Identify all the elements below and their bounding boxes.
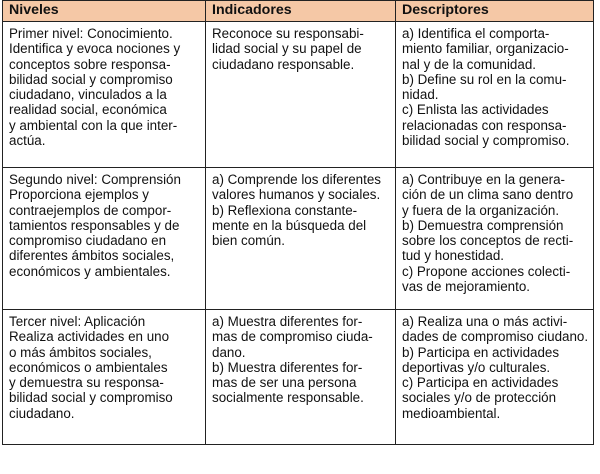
descriptores-cell	[396, 310, 594, 445]
cell-line: b) Demuestra comprensión	[402, 217, 564, 233]
cell-line: y demuestra su responsa-	[9, 375, 164, 391]
cell-line: a) Comprende los diferentes	[212, 172, 381, 187]
table-row	[3, 168, 594, 310]
cell-line: medioambiental.	[402, 405, 501, 421]
cell-line: a) Contribuye en la genera-	[402, 172, 566, 187]
cell-line: mente en la búsqueda del	[212, 217, 367, 233]
cell-line: y fuera de la organización.	[402, 202, 560, 218]
cell-line: sociales y/o de protección	[402, 390, 557, 406]
nivel-cell	[3, 168, 206, 310]
cell-line: tamientos responsables y de	[9, 217, 180, 233]
indicadores-cell	[206, 168, 396, 310]
cell-line: bien común.	[212, 233, 285, 249]
cell-line: económicos y ambientales.	[9, 263, 171, 279]
header-descriptores: Descriptores	[396, 1, 594, 22]
indicadores-cell	[206, 310, 396, 445]
cell-line: miento familiar, organizacio-	[402, 41, 569, 57]
cell-line: tud y honestidad.	[402, 248, 504, 264]
cell-line: b) Reflexiona constante-	[212, 202, 358, 218]
cell-line: a) Identifica el comporta-	[402, 26, 550, 41]
cell-line: conceptos sobre responsa-	[9, 56, 171, 72]
cell-line: lidad social y su papel de	[212, 41, 362, 57]
cell-line: dano.	[212, 344, 246, 360]
cell-line: dades de compromiso ciudano.	[402, 329, 589, 345]
cell-line: contraejemplos de compor-	[9, 202, 172, 218]
cell-line: realidad social, económica	[9, 102, 167, 118]
cell-line: relacionadas con responsa-	[402, 117, 567, 133]
descriptores-cell	[396, 22, 594, 168]
header-row	[3, 1, 594, 22]
cell-line: bilidad social y compromiso	[9, 390, 173, 406]
cell-line: Identifica y evoca nociones y	[9, 41, 181, 57]
cell-line: sobre los conceptos de recti-	[402, 233, 574, 249]
cell-line: ciudadano responsable.	[212, 56, 355, 72]
cell-line: Tercer nivel: Aplicación	[9, 314, 146, 329]
cell-line: compromiso ciudadano en	[9, 233, 167, 249]
header-indicadores: Indicadores	[206, 1, 396, 22]
header-niveles: Niveles	[3, 1, 206, 22]
cell-line: mas de ser una persona	[212, 375, 357, 391]
cell-line: b) Define su rol en la comu-	[402, 71, 567, 87]
cell-line: Realiza actividades en uno	[9, 329, 170, 345]
cell-line: ción de un clima sano dentro	[402, 187, 574, 203]
cell-line: Proporciona ejemplos y	[9, 187, 149, 203]
cell-line: c) Participa en actividades	[402, 375, 559, 391]
cell-line: deportivas y/o culturales.	[402, 359, 551, 375]
cell-line: o más ámbitos sociales,	[9, 344, 152, 360]
cell-line: Segundo nivel: Comprensión	[9, 172, 181, 187]
cell-line: nidad.	[402, 87, 439, 103]
cell-line: c) Enlista las actividades	[402, 102, 549, 118]
cell-line: b) Participa en actividades	[402, 344, 560, 360]
cell-line: socialmente responsable.	[212, 390, 364, 406]
cell-line: ciudadano.	[9, 405, 75, 421]
cell-line: c) Propone acciones colecti-	[402, 263, 571, 279]
table-row	[3, 310, 594, 445]
descriptores-cell	[396, 168, 594, 310]
competency-levels-table	[2, 0, 594, 445]
cell-line: económicos o ambientales	[9, 359, 168, 375]
nivel-cell	[3, 22, 206, 168]
cell-line: b) Muestra diferentes for-	[212, 359, 363, 375]
cell-line: bilidad social y compromiso	[9, 71, 173, 87]
cell-line: bilidad social y compromiso.	[402, 133, 570, 149]
cell-line: diferentes ámbitos sociales,	[9, 248, 175, 264]
table-row	[3, 22, 594, 168]
nivel-cell	[3, 310, 206, 445]
cell-line: vas de mejoramiento.	[402, 279, 531, 295]
cell-line: nal y de la comunidad.	[402, 56, 536, 72]
indicadores-cell	[206, 22, 396, 168]
cell-line: actúa.	[9, 133, 46, 149]
cell-line: y ambiental con la que inter-	[9, 117, 178, 133]
cell-line: ciudadano, vinculados a la	[9, 87, 167, 103]
cell-line: Primer nivel: Conocimiento.	[9, 26, 173, 41]
cell-line: a) Muestra diferentes for-	[212, 314, 363, 329]
cell-line: mas de compromiso ciuda-	[212, 329, 373, 345]
cell-line: valores humanos y sociales.	[212, 187, 381, 203]
cell-line: Reconoce su responsabi-	[212, 26, 364, 41]
cell-line: a) Realiza una o más activi-	[402, 314, 568, 329]
